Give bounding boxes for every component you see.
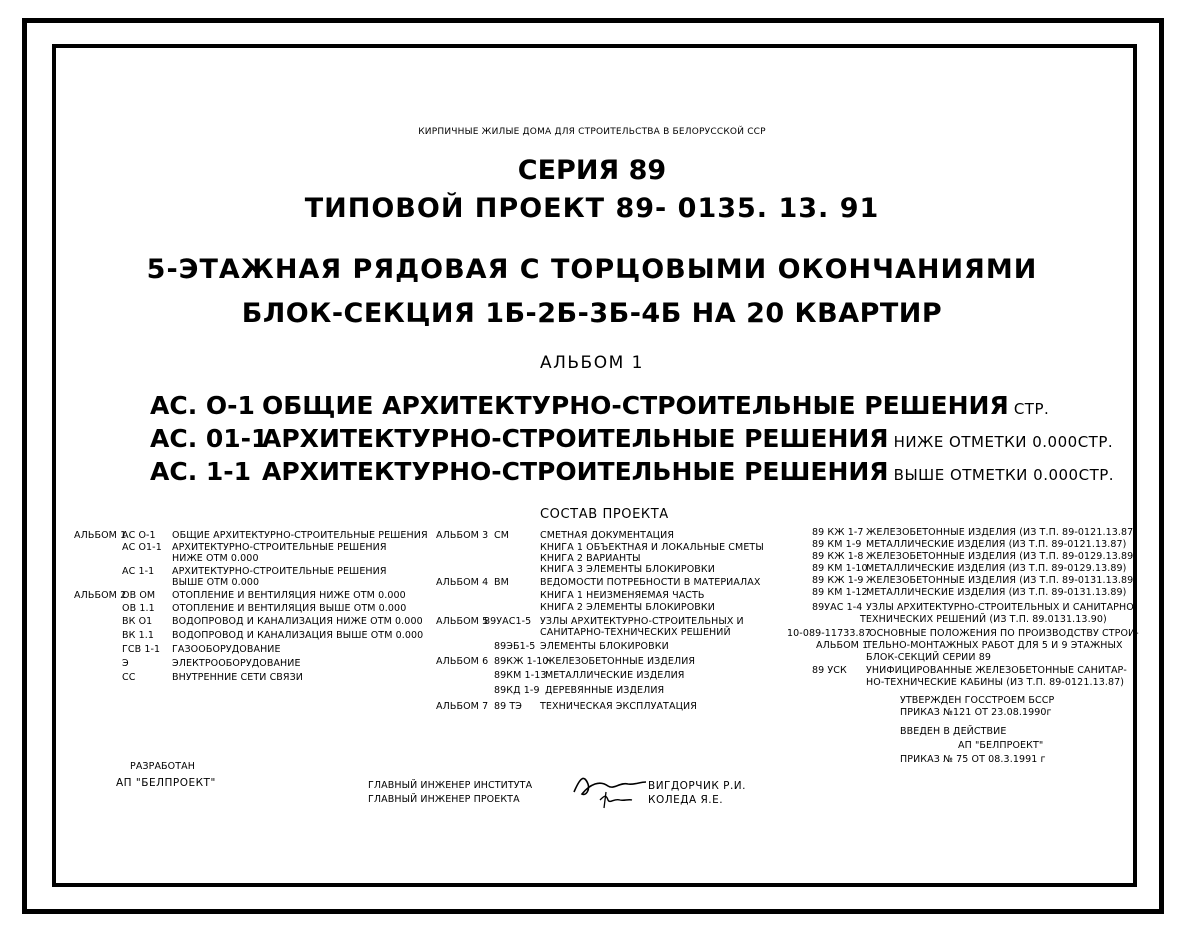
- col2-code: 89КМ 1-13: [494, 670, 547, 681]
- col2-code: 89УАС1-5: [484, 616, 532, 627]
- col1-code: ВК 1.1: [122, 630, 154, 641]
- col2-text: КНИГА 3 ЭЛЕМЕНТЫ БЛОКИРОВКИ: [540, 564, 715, 575]
- col2-code: ВМ: [494, 577, 509, 588]
- col3-text: БЛОК-СЕКЦИЙ СЕРИИ 89: [866, 652, 991, 663]
- col3-text: УЗЛЫ АРХИТЕКТУРНО-СТРОИТЕЛЬНЫХ И САНИТАРНО-: [866, 602, 1138, 613]
- col1-text: ОБЩИЕ АРХИТЕКТУРНО-СТРОИТЕЛЬНЫЕ РЕШЕНИЯ: [172, 530, 428, 541]
- col2-album: АЛЬБОМ 7: [436, 701, 489, 712]
- col1-text: ВНУТРЕННИЕ СЕТИ СВЯЗИ: [172, 672, 304, 683]
- composition-heading: СОСТАВ ПРОЕКТА: [540, 507, 669, 522]
- section-row: [150, 393, 255, 418]
- section-row: [150, 459, 251, 484]
- approval-order: ПРИКАЗ №121 ОТ 23.08.1990г: [900, 707, 1052, 718]
- col2-text: ВЕДОМОСТИ ПОТРЕБНОСТИ В МАТЕРИАЛАХ: [540, 577, 761, 588]
- col2-text: СМЕТНАЯ ДОКУМЕНТАЦИЯ: [540, 530, 675, 541]
- col2-text: ТЕХНИЧЕСКАЯ ЭКСПЛУАТАЦИЯ: [540, 701, 697, 712]
- col1-code: ВК О1: [122, 616, 153, 627]
- section-row: [150, 426, 268, 451]
- signature-name: ВИГДОРЧИК Р.И.: [648, 780, 746, 792]
- col1-text: ОТОПЛЕНИЕ И ВЕНТИЛЯЦИЯ НИЖЕ ОТМ 0.000: [172, 590, 406, 601]
- enactment-org: АП "БЕЛПРОЕКТ": [958, 740, 1044, 751]
- developer-label: РАЗРАБОТАН: [130, 761, 195, 772]
- col2-text: КНИГА 1 ОБЪЕКТНАЯ И ЛОКАЛЬНЫЕ СМЕТЫ: [540, 542, 764, 553]
- col2-album: АЛЬБОМ 5: [436, 616, 489, 627]
- section-code: АС. 01-1: [150, 424, 269, 453]
- col2-text: ЖЕЛЕЗОБЕТОННЫЕ ИЗДЕЛИЯ: [545, 656, 696, 667]
- col1-text: ГАЗООБОРУДОВАНИЕ: [172, 644, 281, 655]
- document-subtitle: КИРПИЧНЫЕ ЖИЛЫЕ ДОМА ДЛЯ СТРОИТЕЛЬСТВА В БЕЛОРУССКОЙ ССР: [418, 127, 766, 137]
- section-title: АРХИТЕКТУРНО-СТРОИТЕЛЬНЫЕ РЕШЕНИЯ: [262, 424, 889, 453]
- developer-org: АП "БЕЛПРОЕКТ": [116, 777, 216, 789]
- col3-text: ЖЕЛЕЗОБЕТОННЫЕ ИЗДЕЛИЯ (ИЗ Т.П. 89-0121.13.87): [866, 527, 1138, 538]
- col3-text: ТЕЛЬНО-МОНТАЖНЫХ РАБОТ ДЛЯ 5 И 9 ЭТАЖНЫХ: [866, 640, 1123, 651]
- col3-text: НО-ТЕХНИЧЕСКИЕ КАБИНЫ (ИЗ Т.П. 89-0121.13.87): [866, 677, 1125, 688]
- col2-album: АЛЬБОМ 3: [436, 530, 489, 541]
- col2-album: АЛЬБОМ 4: [436, 577, 489, 588]
- col1-text: ЭЛЕКТРООБОРУДОВАНИЕ: [172, 658, 301, 669]
- col1-text: ВЫШЕ ОТМ 0.000: [172, 577, 260, 588]
- signature-role: ГЛАВНЫЙ ИНЖЕНЕР ИНСТИТУТА: [368, 780, 533, 791]
- section-title: АРХИТЕКТУРНО-СТРОИТЕЛЬНЫЕ РЕШЕНИЯ: [262, 457, 889, 486]
- col2-text: КНИГА 1 НЕИЗМЕНЯЕМАЯ ЧАСТЬ: [540, 590, 705, 601]
- col3-text: МЕТАЛЛИЧЕСКИЕ ИЗДЕЛИЯ (ИЗ Т.П. 89-0129.13.89): [866, 563, 1127, 574]
- album-label: АЛЬБОМ 1: [539, 353, 644, 373]
- col2-text: КНИГА 2 ЭЛЕМЕНТЫ БЛОКИРОВКИ: [540, 602, 715, 613]
- col1-code: ОВ ОМ: [122, 590, 156, 601]
- project-number: ТИПОВОЙ ПРОЕКТ 89- 0135. 13. 91: [304, 193, 880, 224]
- col1-album: АЛЬБОМ 1: [74, 530, 127, 541]
- handwritten-signature: [570, 770, 650, 810]
- col2-code: СМ: [494, 530, 510, 541]
- col1-text: ВОДОПРОВОД И КАНАЛИЗАЦИЯ ВЫШЕ ОТМ 0.000: [172, 630, 424, 641]
- col3-code: 89 КМ 1-12: [812, 587, 868, 598]
- col2-text: САНИТАРНО-ТЕХНИЧЕСКИХ РЕШЕНИЙ: [540, 627, 731, 638]
- section-row: [262, 459, 1114, 484]
- col3-text: ЖЕЛЕЗОБЕТОННЫЕ ИЗДЕЛИЯ (ИЗ Т.П. 89-0131.13.89): [866, 575, 1138, 586]
- col2-album: АЛЬБОМ 6: [436, 656, 489, 667]
- col1-code: Э: [122, 658, 129, 669]
- col3-code: 89 УСК: [812, 665, 847, 676]
- section-code: АС. О-1: [150, 391, 255, 420]
- enactment-order: ПРИКАЗ № 75 ОТ 08.3.1991 г: [900, 754, 1046, 765]
- signature-name: КОЛЕДА Я.Е.: [648, 794, 724, 806]
- col3-text: МЕТАЛЛИЧЕСКИЕ ИЗДЕЛИЯ (ИЗ Т.П. 89-0131.13.89): [866, 587, 1127, 598]
- col1-code: ГСВ 1-1: [122, 644, 161, 655]
- col3-code: 10-089-11733.87: [787, 628, 871, 639]
- col2-text: КНИГА 2 ВАРИАНТЫ: [540, 553, 641, 564]
- col2-text: МЕТАЛЛИЧЕСКИЕ ИЗДЕЛИЯ: [545, 670, 685, 681]
- block-section-title: БЛОК-СЕКЦИЯ 1Б-2Б-3Б-4Б НА 20 КВАРТИР: [241, 298, 943, 329]
- col1-text: ВОДОПРОВОД И КАНАЛИЗАЦИЯ НИЖЕ ОТМ 0.000: [172, 616, 423, 627]
- col3-text: УНИФИЦИРОВАННЫЕ ЖЕЛЕЗОБЕТОННЫЕ САНИТАР-: [866, 665, 1127, 676]
- col3-code: АЛЬБОМ 1: [816, 640, 869, 651]
- col3-code: 89УАС 1-4: [812, 602, 863, 613]
- col2-text: ЭЛЕМЕНТЫ БЛОКИРОВКИ: [540, 641, 669, 652]
- section-note: ВЫШЕ ОТМЕТКИ 0.000СТР.: [893, 466, 1115, 484]
- section-title: ОБЩИЕ АРХИТЕКТУРНО-СТРОИТЕЛЬНЫЕ РЕШЕНИЯ: [262, 391, 1009, 420]
- col2-code: 89КД 1-9: [494, 685, 540, 696]
- col1-code: АС О1-1: [122, 542, 162, 553]
- col1-code: АС О-1: [122, 530, 156, 541]
- col1-text: АРХИТЕКТУРНО-СТРОИТЕЛЬНЫЕ РЕШЕНИЯ: [172, 566, 387, 577]
- col3-text: ТЕХНИЧЕСКИХ РЕШЕНИЙ (ИЗ Т.П. 89.0131.13.90): [860, 614, 1107, 625]
- col3-code: 89 КМ 1-9: [812, 539, 862, 550]
- signature-role: ГЛАВНЫЙ ИНЖЕНЕР ПРОЕКТА: [368, 794, 520, 805]
- col3-code: 89 КЖ 1-8: [812, 551, 864, 562]
- col2-text: ДЕРЕВЯННЫЕ ИЗДЕЛИЯ: [545, 685, 665, 696]
- section-note: НИЖЕ ОТМЕТКИ 0.000СТР.: [893, 433, 1114, 451]
- col1-code: ОВ 1.1: [122, 603, 155, 614]
- section-note: СТР.: [1013, 400, 1050, 418]
- col1-code: СС: [122, 672, 136, 683]
- section-row: [262, 426, 1113, 451]
- col3-code: 89 КЖ 1-9: [812, 575, 864, 586]
- col1-text: АРХИТЕКТУРНО-СТРОИТЕЛЬНЫЕ РЕШЕНИЯ: [172, 542, 387, 553]
- series-title: СЕРИЯ 89: [517, 155, 667, 186]
- col1-text: ОТОПЛЕНИЕ И ВЕНТИЛЯЦИЯ ВЫШЕ ОТМ 0.000: [172, 603, 407, 614]
- col1-code: АС 1-1: [122, 566, 155, 577]
- col2-code: 89 ТЭ: [494, 701, 523, 712]
- col3-code: 89 КМ 1-10: [812, 563, 868, 574]
- col3-code: 89 КЖ 1-7: [812, 527, 864, 538]
- approval-line: УТВЕРЖДЕН ГОССТРОЕМ БССР: [900, 695, 1055, 706]
- col3-text: ЖЕЛЕЗОБЕТОННЫЕ ИЗДЕЛИЯ (ИЗ Т.П. 89-0129.13.89): [866, 551, 1138, 562]
- building-title: 5-ЭТАЖНАЯ РЯДОВАЯ С ТОРЦОВЫМИ ОКОНЧАНИЯМИ: [146, 254, 1038, 285]
- col1-album: АЛЬБОМ 2: [74, 590, 127, 601]
- col2-text: УЗЛЫ АРХИТЕКТУРНО-СТРОИТЕЛЬНЫХ И: [540, 616, 744, 627]
- section-row: [262, 393, 1049, 418]
- section-code: АС. 1-1: [150, 457, 252, 486]
- col3-text: МЕТАЛЛИЧЕСКИЕ ИЗДЕЛИЯ (ИЗ Т.П. 89-0121.13.87): [866, 539, 1127, 550]
- col2-code: 89ЭБ1-5: [494, 641, 536, 652]
- col3-text: ОСНОВНЫЕ ПОЛОЖЕНИЯ ПО ПРОИЗВОДСТВУ СТРОИ-: [869, 628, 1139, 639]
- enactment-line: ВВЕДЕН В ДЕЙСТВИЕ: [900, 726, 1007, 737]
- col1-text: НИЖЕ ОТМ 0.000: [172, 553, 259, 564]
- col2-code: 89КЖ 1-10: [494, 656, 549, 667]
